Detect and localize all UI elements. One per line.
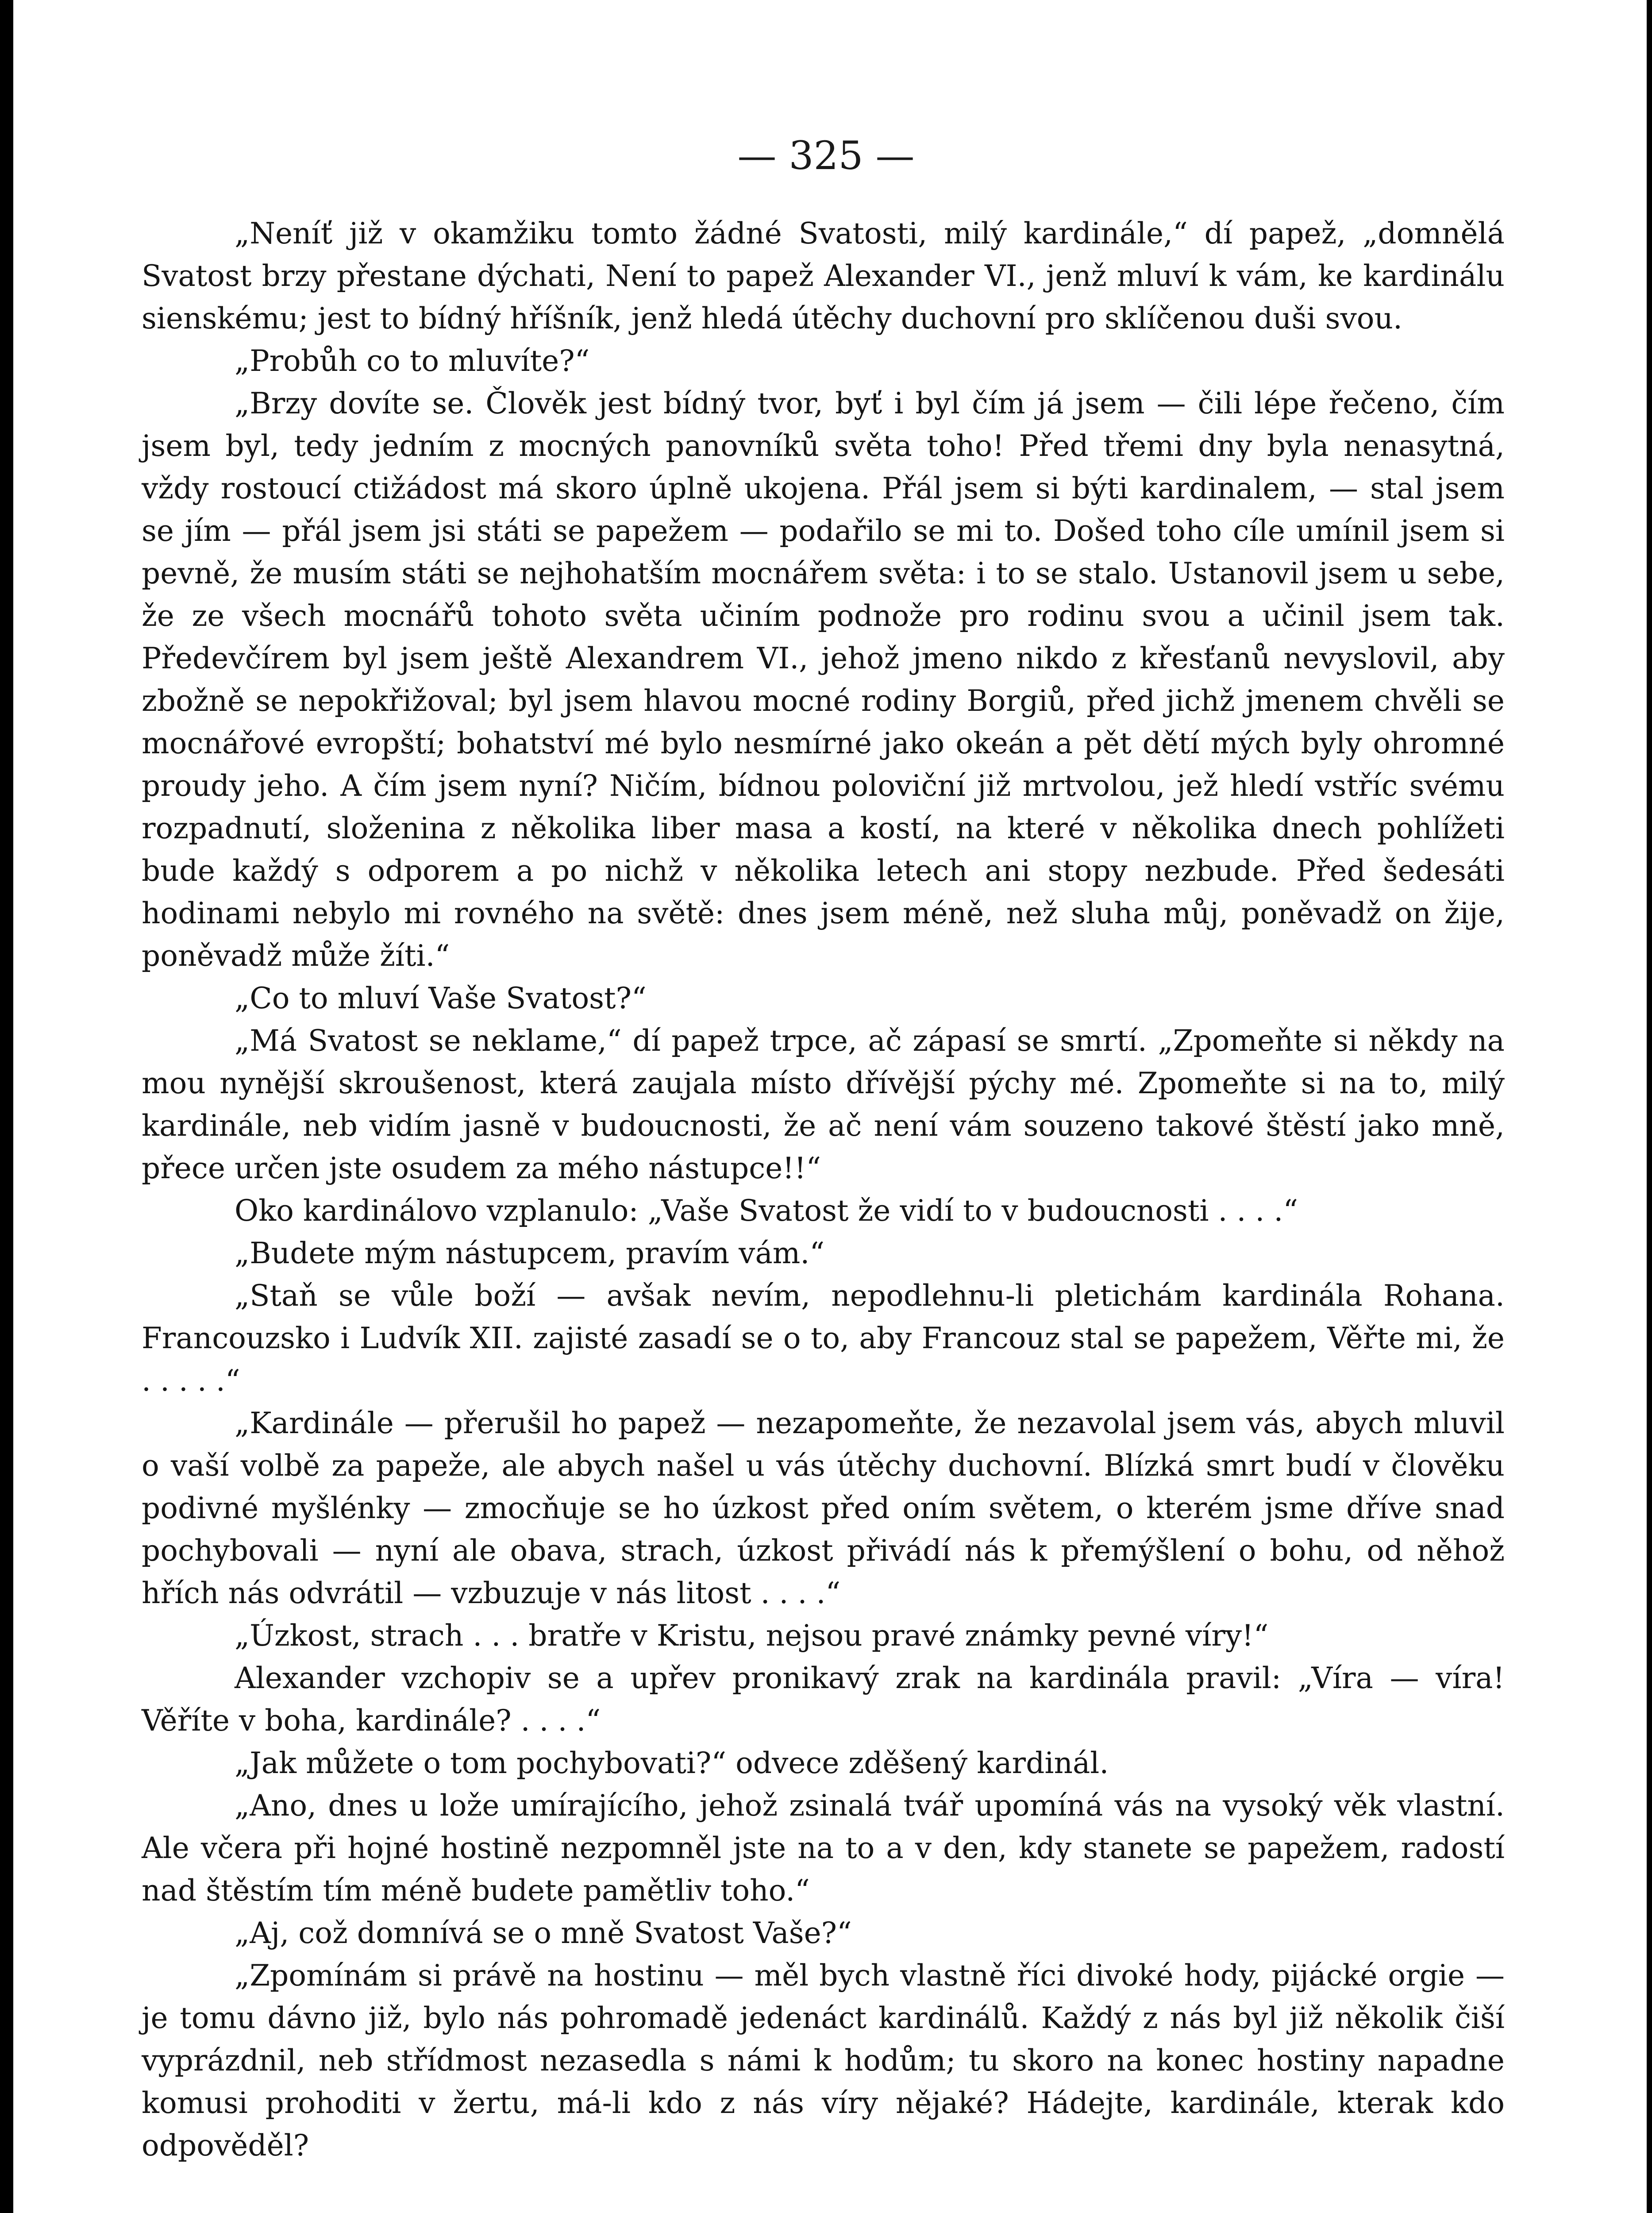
paragraph: „Neníť již v okamžiku tomto žádné Svatosti, milý kardinále,“ dí papež, „domnělá Svatost brzy přestane dýchati, Není to papež Alexander VI., jenž mluví k vám, ke kardinálu sienskému; jest to bídný hříšník, jenž hledá útěchy duchovní pro sklíčenou duši svou. [142, 216, 1505, 335]
paragraph: „Kardinále — přerušil ho papež — nezapomeňte, že nezavolal jsem vás, abych mluvil o vaší volbě za papeže, ale abych našel u vás útěchy duchovní. Blízká smrt budí v člověku podivné myšlénky — zmocňuje se ho úzkost před oním světem, o kterém jsme dříve snad pochybovali — nyní ale obava, strach, úzkost přivádí nás k přemýšlení o bohu, od něhož hřích nás odvrátil — vzbuzuje v nás litost . . . .“ [142, 1406, 1505, 1610]
body-text [142, 212, 1505, 2167]
paragraph: „Probůh co to mluvíte?“ [235, 344, 590, 378]
paragraph: „Budete mým nástupcem, pravím vám.“ [235, 1236, 825, 1270]
paragraph: „Staň se vůle boží — avšak nevím, nepodlehnu-li pletichám kardinála Rohana. Francouzsko i Ludvík XII. zajisté zasadí se o to, aby Francouz stal se papežem, Věřte mi, že . . . . .“ [142, 1279, 1505, 1398]
paragraph: Alexander vzchopiv se a upřev pronikavý zrak na kardinála pravil: „Víra — víra! Věříte v boha, kardinále? . . . .“ [142, 1661, 1505, 1738]
page-number: — 325 — [737, 133, 915, 178]
paragraph: „Aj, což domnívá se o mně Svatost Vaše?“ [235, 1916, 852, 1950]
scan-border-right [1647, 0, 1652, 2213]
paragraph: „Úzkost, strach . . . bratře v Kristu, nejsou pravé známky pevné víry!“ [235, 1619, 1269, 1653]
paragraph: Oko kardinálovo vzplanulo: „Vaše Svatost že vidí to v budoucnosti . . . .“ [235, 1194, 1298, 1228]
scan-border-left [0, 0, 13, 2213]
paragraph: „Co to mluví Vaše Svatost?“ [235, 981, 647, 1015]
paragraph: „Zpomínám si právě na hostinu — měl bych vlastně říci divoké hody, pijácké orgie — je tomu dávno již, bylo nás pohromadě jedenáct kardinálů. Každý z nás byl již několik čiší vyprázdnil, neb střídmost nezasedla s námi k hodům; tu skoro na konec hostiny napadne komusi prohoditi v žertu, má-li kdo z nás víry nějaké? Hádejte, kardinále, kterak kdo odpověděl? [142, 1959, 1505, 2163]
paragraph: „Jak můžete o tom pochybovati?“ odvece zděšený kardinál. [235, 1746, 1109, 1780]
paragraph: „Má Svatost se neklame,“ dí papež trpce, ač zápasí se smrtí. „Zpomeňte si někdy na mou nynější skroušenost, která zaujala místo dřívější pýchy mé. Zpomeňte si na to, milý kardinále, neb vidím jasně v budoucnosti, že ač není vám souzeno takové štěstí jako mně, přece určen jste osudem za mého nástupce!!“ [142, 1024, 1505, 1185]
paragraph: „Ano, dnes u lože umírajícího, jehož zsinalá tvář upomíná vás na vysoký věk vlastní. Ale včera při hojné hostině nezpomněl jste na to a v den, kdy stanete se papežem, radostí nad štěstím tím méně budete pamětliv toho.“ [142, 1789, 1505, 1908]
paragraph: „Brzy dovíte se. Člověk jest bídný tvor, byť i byl čím já jsem — čili lépe řečeno, čím jsem byl, tedy jedním z mocných panovníků světa toho! Před třemi dny byla nenasytná, vždy rostoucí ctižádost má skoro úplně ukojena. Přál jsem si býti kardinalem, — stal jsem se jím — přál jsem jsi státi se papežem — podařilo se mi to. Došed toho cíle umínil jsem si pevně, že musím státi se nejhohatším mocnářem světa: i to se stalo. Ustanovil jsem u sebe, že ze všech mocnářů tohoto světa učiním podnože pro rodinu svou a učinil jsem tak. Předevčírem byl jsem ještě Alexandrem VI., jehož jmeno nikdo z křesťanů nevyslovil, aby zbožně se nepokřižoval; byl jsem hlavou mocné rodiny Borgiů, před jichž jmenem chvěli se mocnářové evropští; bohatství mé bylo nesmírné jako okeán a pět dětí mých byly ohromné proudy jeho. A čím jsem nyní? Ničím, bídnou poloviční již mrtvolou, jež hledí vstříc svému rozpadnutí, složenina z několika liber masa a kostí, na které v několika dnech pohlížeti bude každý s odporem a po nichž v několika letech ani stopy nezbude. Před šedesáti hodinami nebylo mi rovného na světě: dnes jsem méně, než sluha můj, poněvadž on žije, poněvadž může žíti.“ [142, 386, 1505, 973]
